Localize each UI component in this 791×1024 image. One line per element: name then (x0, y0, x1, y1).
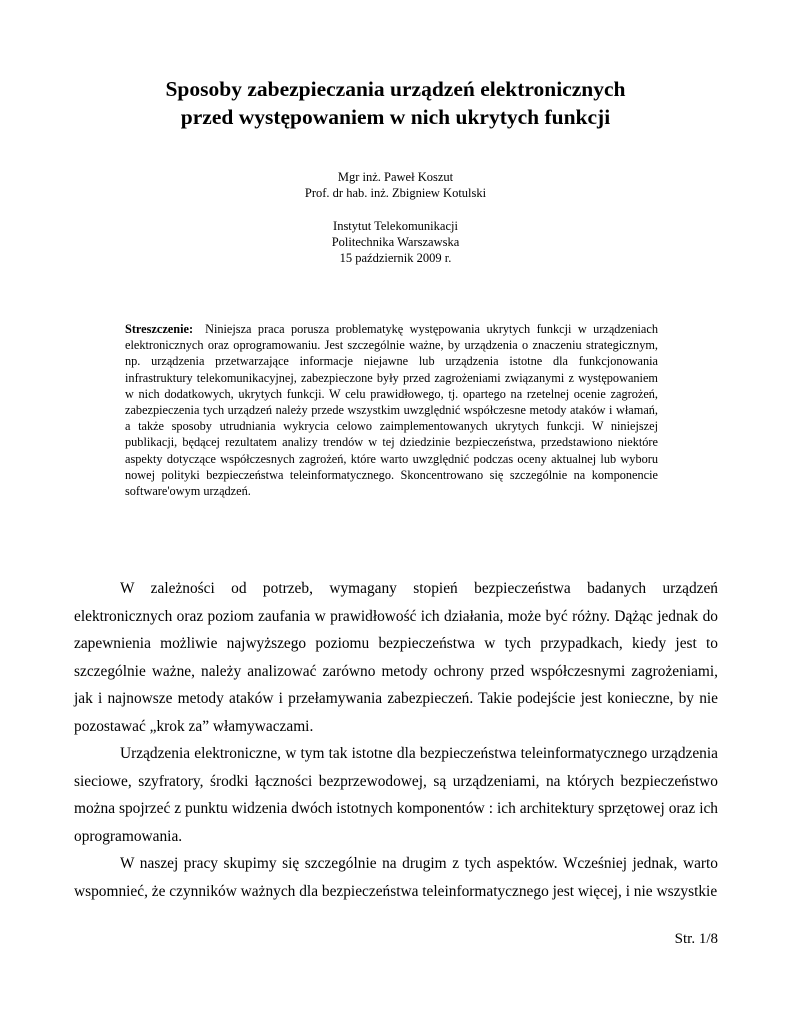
page-number: Str. 1/8 (674, 931, 718, 947)
body-paragraph: Urządzenia elektroniczne, w tym tak istotne dla bezpieczeństwa teleinformatycznego urządzenia sieciowe, szyfratory, środki łączności bezprzewodowej, są urządzeniami, na których bezpieczeństwo można spojrzeć z punktu widzenia dwóch istotnych komponentów : ich architektury sprzętowej oraz ich oprogramowania. (74, 745, 718, 845)
publication-date: 15 październik 2009 r. (339, 251, 452, 265)
paper-title-line-1: Sposoby zabezpieczania urządzeń elektronicznych (165, 77, 626, 101)
body-paragraph: W naszej pracy skupimy się szczególnie na drugim z tych aspektów. Wcześniej jednak, warto wspomnieć, że czynników ważnych dla bezpieczeństwa teleinformatycznego jest więcej, i nie wszystkie (74, 855, 718, 900)
affiliation-block (0, 218, 791, 266)
author-name: Mgr inż. Paweł Koszut (337, 170, 454, 184)
institute-name: Instytut Telekomunikacji (333, 219, 458, 233)
paper-title-line-2: przed występowaniem w nich ukrytych funkcji (180, 105, 611, 129)
abstract-label: Streszczenie: (125, 322, 194, 336)
body-paragraph: W zależności od potrzeb, wymagany stopień bezpieczeństwa badanych urządzeń elektronicznych oraz poziom zaufania w prawidłowość ich działania, może być różny. Dążąc jednak do zapewnienia możliwie najwyższego poziomu bezpieczeństwa w tych przypadkach, kiedy jest to szczególnie ważne, należy analizować zarówno metody ochrony przed współczesnymi zagrożeniami, jak i najnowsze metody ataków i przełamywania zabezpieczeń. Takie podejście jest konieczne, by nie pozostawać „krok za” włamywaczami. (74, 580, 718, 735)
abstract (125, 321, 658, 499)
body-text (74, 575, 718, 905)
paper-title (0, 75, 791, 131)
abstract-text: Niniejsza praca porusza problematykę występowania ukrytych funkcji w urządzeniach elektronicznych oraz oprogramowaniu. Jest szczególnie ważne, by urządzenia o znaczeniu strategicznym, np. urządzenia przetwarzające informacje niejawne lub urządzenia istotne dla funkcjonowania infrastruktury telekomunikacyjnej, zabezpieczone były przed zagrożeniami związanymi z występowaniem w nich dodatkowych, ukrytych funkcji. W celu prawidłowego, tj. opartego na rzetelnej ocenie zagrożeń, zabezpieczenia tych urządzeń należy przede wszystkim uwzględnić współczesne metody ataków i włamań, a także sposoby utrudniania wykrycia celowo zaimplementowanych ukrytych funkcji. W niniejszej publikacji, będącej rezultatem analizy trendów w tej dziedzinie bezpieczeństwa, przedstawiono niektóre aspekty dotyczące współczesnych zagrożeń, które warto uwzględnić podczas oceny aktualnej lub wyboru nowej polityki bezpieczeństwa teleinformatycznego. Skoncentrowano się szczególnie na komponencie software'owym urządzeń. (125, 322, 658, 499)
university-name: Politechnika Warszawska (331, 235, 460, 249)
author-list (0, 169, 791, 201)
author-name: Prof. dr hab. inż. Zbigniew Kotulski (304, 186, 487, 200)
